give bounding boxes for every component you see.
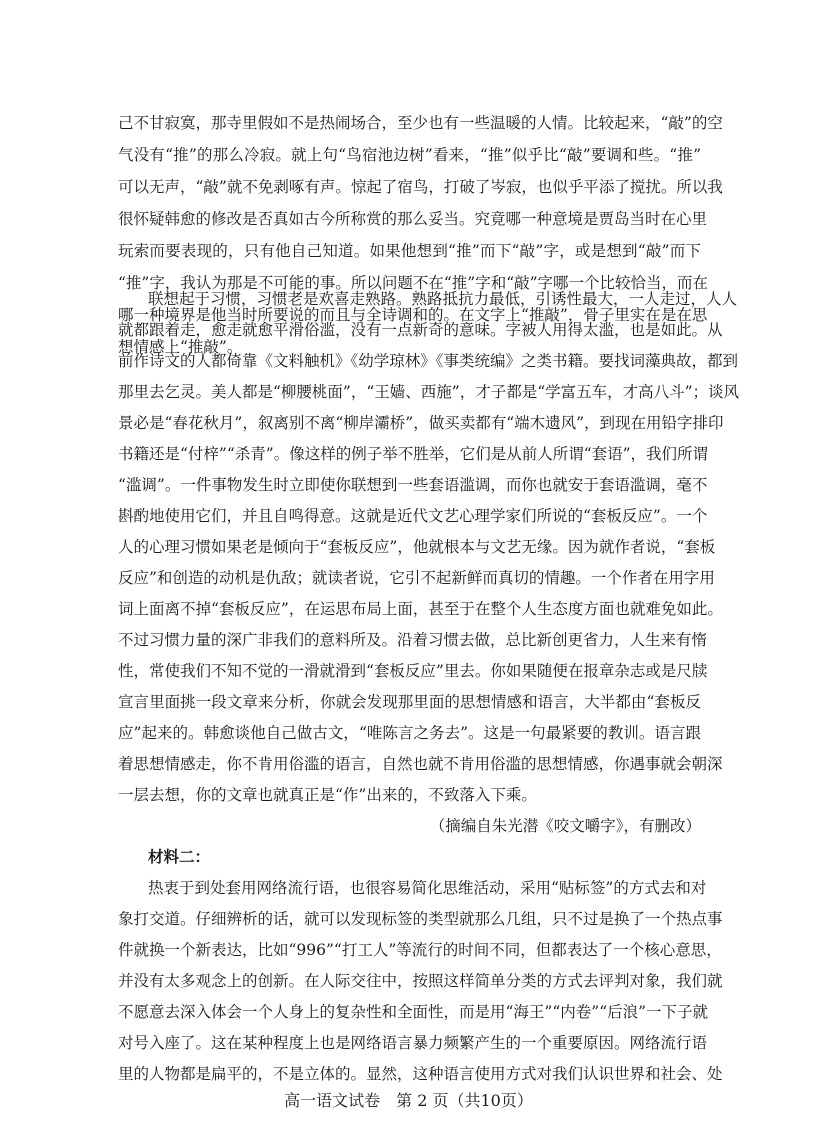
paragraph-line: 反应”和创造的动机是仇敌；就读者说，它引不起新鲜而真切的情趣。一个作者在用字用 — [118, 569, 715, 587]
paragraph-line: 就都跟着走，愈走就愈平滑俗滥，没有一点新奇的意味。字被人用得太滥，也是如此。从 — [118, 321, 723, 339]
paragraph-line: 里的人物都是扁平的，不是立体的。显然，这种语言使用方式对我们认识世界和社会、处 — [118, 1065, 723, 1083]
paragraph-line: 宣言里面挑一段文章来分析，你就会发现那里面的思想情感和语言，大半都由“套板反 — [118, 693, 701, 711]
paragraph-line: 应”起来的。韩愈谈他自己做古文，“唯陈言之务去”。这是一句最紧要的教训。语言跟 — [118, 724, 701, 742]
paragraph-line: 词上面离不掉“套板反应”，在运思布局上面，甚至于在整个人生态度方面也就难免如此。 — [118, 600, 723, 618]
paragraph-line: 并没有太多观念上的创新。在人际交往中，按照这样简单分类的方式去评判对象，我们就 — [118, 972, 723, 990]
paragraph-line: “滥调”。一件事物发生时立即使你联想到一些套语滥调，而你也就安于套语滥调，毫不 — [118, 476, 708, 494]
paragraph-line: 玩索而要表现的，只有他自己知道。如果他想到“推”而下“敲”字，或是想到“敲”而下 — [118, 242, 701, 260]
paragraph-line: “推”字，我认为那是不可能的事。所以问题不在“推”字和“敲”字哪一个比较恰当，而在 — [118, 274, 709, 292]
source-citation: （摘编自朱光潜《咬文嚼字》，有删改） — [429, 817, 701, 835]
paragraph-line: 景必是“春花秋月”，叙离别不离“柳岸灞桥”，做买卖都有“端木遗风”，到现在用铅字排印 — [118, 414, 724, 432]
paragraph-line: 性，常使我们不知不觉的一滑就滑到“套板反应”里去。你如果随便在报章杂志或是尺牍 — [118, 662, 708, 680]
paragraph-line: 不愿意去深入体会一个人身上的复杂性和全面性，而是用“海王”“内卷”“后浪”一下子就 — [118, 1003, 709, 1021]
paragraph-line: 前作诗文的人都倚靠《文料触机》《幼学琼林》《事类统编》之类书籍。要找词藻典故，都到 — [118, 352, 739, 370]
paragraph-line: 己不甘寂寞，那寺里假如不是热闹场合，至少也有一些温暖的人情。比较起来，“敲”的空 — [118, 114, 723, 132]
paragraph-line: 书籍还是“付梓”“杀青”。像这样的例子举不胜举，它们是从前人所谓“套语”，我们所谓 — [118, 445, 709, 463]
paragraph-line: 热衷于到处套用网络流行语，也很容易简化思维活动，采用“贴标签”的方式去和对 — [148, 879, 707, 897]
paragraph-line: 想情感上“推敲”。 — [118, 338, 243, 356]
paragraph-line: 象打交道。仔细辨析的话，就可以发现标签的类型就那么几组，只不过是换了一个热点事 — [118, 910, 723, 928]
paragraph-line: 气没有“推”的那么冷寂。就上句“鸟宿池边树”看来，“推”似乎比“敲”要调和些。“推” — [118, 146, 701, 164]
paragraph-line: 斟酌地使用它们，并且自鸣得意。这就是近代文艺心理学家们所说的“套板反应”。一个 — [118, 507, 708, 525]
paragraph-line: 联想起于习惯，习惯老是欢喜走熟路。熟路抵抗力最低，引诱性最大，一人走过，人人 — [148, 290, 738, 308]
page-footer: 高一语文试卷 第 2 页（共10页） — [284, 1091, 533, 1110]
material-2-heading: 材料二： — [148, 848, 211, 866]
paragraph-line: 一层去想，你的文章也就真正是“作”出来的，不致落入下乘。 — [118, 786, 537, 804]
paragraph-line: 件就换一个新表达，比如“996”“打工人”等流行的时间不同，但都表达了一个核心意思， — [118, 941, 722, 959]
paragraph-line: 哪一种境界是他当时所要说的而且与全诗调和的。在文字上“推敲”，骨子里实在是在思 — [118, 306, 708, 324]
paragraph-line: 人的心理习惯如果老是倾向于“套板反应”，他就根本与文艺无缘。因为就作者说，“套板 — [118, 538, 716, 556]
paragraph-line: 对号入座了。这在某种程度上也是网络语言暴力频繁产生的一个重要原因。网络流行语 — [118, 1034, 708, 1052]
paragraph-line: 不过习惯力量的深广非我们的意料所及。沿着习惯去做，总比新创更省力，人生来有惰 — [118, 631, 708, 649]
paragraph-line: 可以无声，“敲”就不免剥啄有声。惊起了宿鸟，打破了岑寂，也似乎平添了搅扰。所以我 — [118, 178, 723, 196]
paragraph-line: 着思想情感走，你不肯用俗滥的语言，自然也就不肯用俗滥的思想情感，你遇事就会朝深 — [118, 755, 723, 773]
paragraph-line: 很怀疑韩愈的修改是否真如古今所称赏的那么妥当。究竟哪一种意境是贾岛当时在心里 — [118, 210, 708, 228]
paragraph-line: 那里去乞灵。美人都是“柳腰桃面”，“王嫱、西施”，才子都是“学富五车，才高八斗”；谈风 — [118, 383, 740, 401]
